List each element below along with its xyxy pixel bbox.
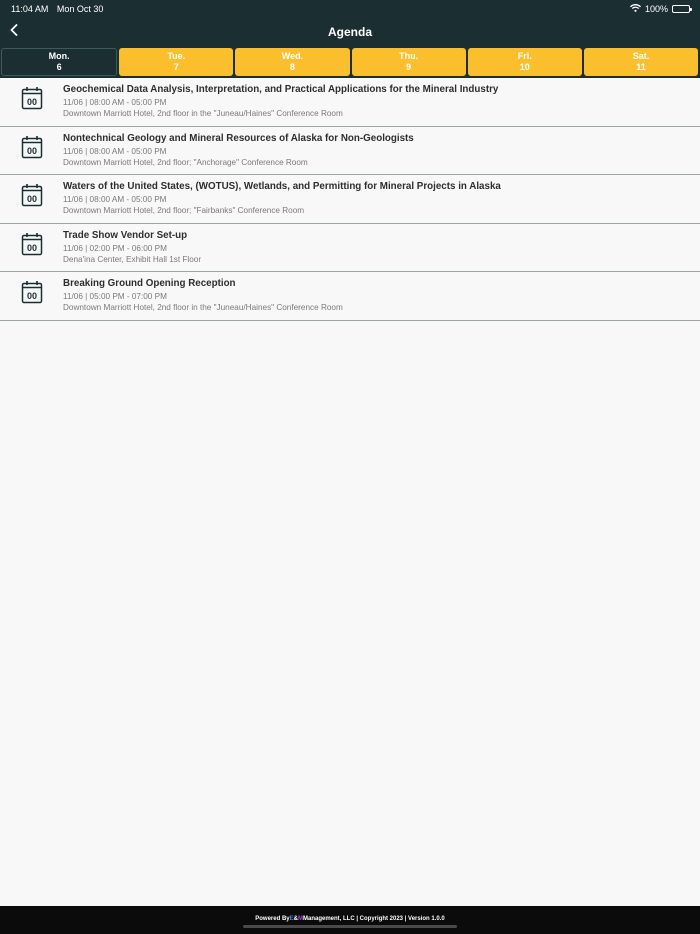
day-tab-date: 7 xyxy=(173,62,179,72)
calendar-icon xyxy=(21,280,43,304)
footer-brand-m: M xyxy=(297,916,303,922)
calendar-icon xyxy=(21,135,43,159)
agenda-item-location: Downtown Marriott Hotel, 2nd floor in the "Juneau/Haines" Conference Room xyxy=(63,109,343,118)
agenda-item-text xyxy=(63,277,692,313)
day-tab-day: Mon. xyxy=(48,51,70,61)
day-tab-day: Thu. xyxy=(399,51,419,61)
calendar-icon-text: 00 xyxy=(26,194,38,204)
agenda-item-time: 11/06 | 08:00 AM - 05:00 PM xyxy=(63,98,167,107)
nav-bar xyxy=(0,18,700,46)
status-bar xyxy=(0,0,700,18)
agenda-item-text xyxy=(63,180,692,216)
back-button[interactable] xyxy=(4,22,24,42)
home-indicator xyxy=(243,925,457,928)
day-tab-sat[interactable] xyxy=(584,48,698,76)
calendar-icon-text: 00 xyxy=(26,145,38,156)
agenda-item[interactable] xyxy=(0,175,700,224)
agenda-item-time: 11/06 | 02:00 PM - 06:00 PM xyxy=(63,243,167,253)
agenda-item-time: 11/06 | 05:00 PM - 07:00 PM xyxy=(63,292,167,301)
calendar-icon xyxy=(21,86,43,110)
status-time: 11:04 AM xyxy=(11,4,49,14)
chevron-left-icon xyxy=(10,23,18,41)
agenda-item-title: Breaking Ground Opening Reception xyxy=(63,278,236,289)
agenda-item-text xyxy=(63,229,692,265)
agenda-item[interactable] xyxy=(0,272,700,321)
calendar-icon xyxy=(21,183,43,207)
day-tabs xyxy=(0,46,700,78)
agenda-list xyxy=(0,78,700,321)
agenda-item-title: Waters of the United States, (WOTUS), Wetlands, and Permitting for Mineral Projects in Alaska xyxy=(63,181,501,192)
calendar-icon xyxy=(21,232,43,256)
day-tab-date: 11 xyxy=(636,62,646,72)
day-tab-date: 9 xyxy=(406,62,412,72)
day-tab-day: Fri. xyxy=(517,51,532,61)
day-tab-thu[interactable] xyxy=(352,48,466,76)
day-tab-day: Tue. xyxy=(167,51,186,61)
status-date: Mon Oct 30 xyxy=(56,4,104,14)
status-left xyxy=(11,4,109,14)
day-tab-mon[interactable] xyxy=(1,48,117,76)
footer-suffix: Management, LLC | Copyright 2023 | Version 1.0.0 xyxy=(302,916,445,922)
day-tab-wed[interactable] xyxy=(235,48,349,76)
agenda-item-location: Downtown Marriott Hotel, 2nd floor in the "Juneau/Haines" Conference Room xyxy=(63,303,343,312)
agenda-item[interactable] xyxy=(0,78,700,127)
calendar-icon-text: 00 xyxy=(26,242,38,253)
day-tab-tue[interactable] xyxy=(119,48,233,76)
agenda-item-time: 11/06 | 08:00 AM - 05:00 PM xyxy=(63,195,167,204)
calendar-icon-text: 00 xyxy=(26,97,38,107)
agenda-item-location: Dena'ina Center, Exhibit Hall 1st Floor xyxy=(63,254,202,264)
agenda-item[interactable] xyxy=(0,224,700,273)
footer-brand-e: E xyxy=(289,916,294,922)
day-tab-day: Wed. xyxy=(281,51,304,61)
agenda-item-text xyxy=(63,132,692,168)
status-right xyxy=(630,4,690,14)
page-title: Agenda xyxy=(327,25,372,39)
agenda-item-location: Downtown Marriott Hotel, 2nd floor; "Fairbanks" Conference Room xyxy=(63,206,305,215)
agenda-item-title: Trade Show Vendor Set-up xyxy=(63,229,188,241)
footer-prefix: Powered By xyxy=(255,916,290,922)
day-tab-day: Sat. xyxy=(632,51,650,61)
agenda-item-title: Geochemical Data Analysis, Interpretation, and Practical Applications for the Mineral Industry xyxy=(63,84,499,95)
day-tab-date: 10 xyxy=(519,62,530,72)
agenda-item-title: Nontechnical Geology and Mineral Resources of Alaska for Non-Geologists xyxy=(63,132,414,144)
footer xyxy=(0,906,700,934)
battery-icon xyxy=(672,5,690,13)
day-tab-date: 8 xyxy=(289,62,295,72)
day-tab-fri[interactable] xyxy=(468,48,582,76)
agenda-item-time: 11/06 | 08:00 AM - 05:00 PM xyxy=(63,146,167,156)
wifi-icon xyxy=(630,4,641,14)
footer-brand-amp: & xyxy=(293,916,298,922)
day-tab-date: 6 xyxy=(56,62,62,72)
agenda-item[interactable] xyxy=(0,127,700,176)
agenda-item-text xyxy=(63,83,692,119)
calendar-icon-text: 00 xyxy=(26,291,38,301)
agenda-item-location: Downtown Marriott Hotel, 2nd floor; "Anchorage" Conference Room xyxy=(63,157,308,167)
battery-percent: 100% xyxy=(644,4,668,14)
